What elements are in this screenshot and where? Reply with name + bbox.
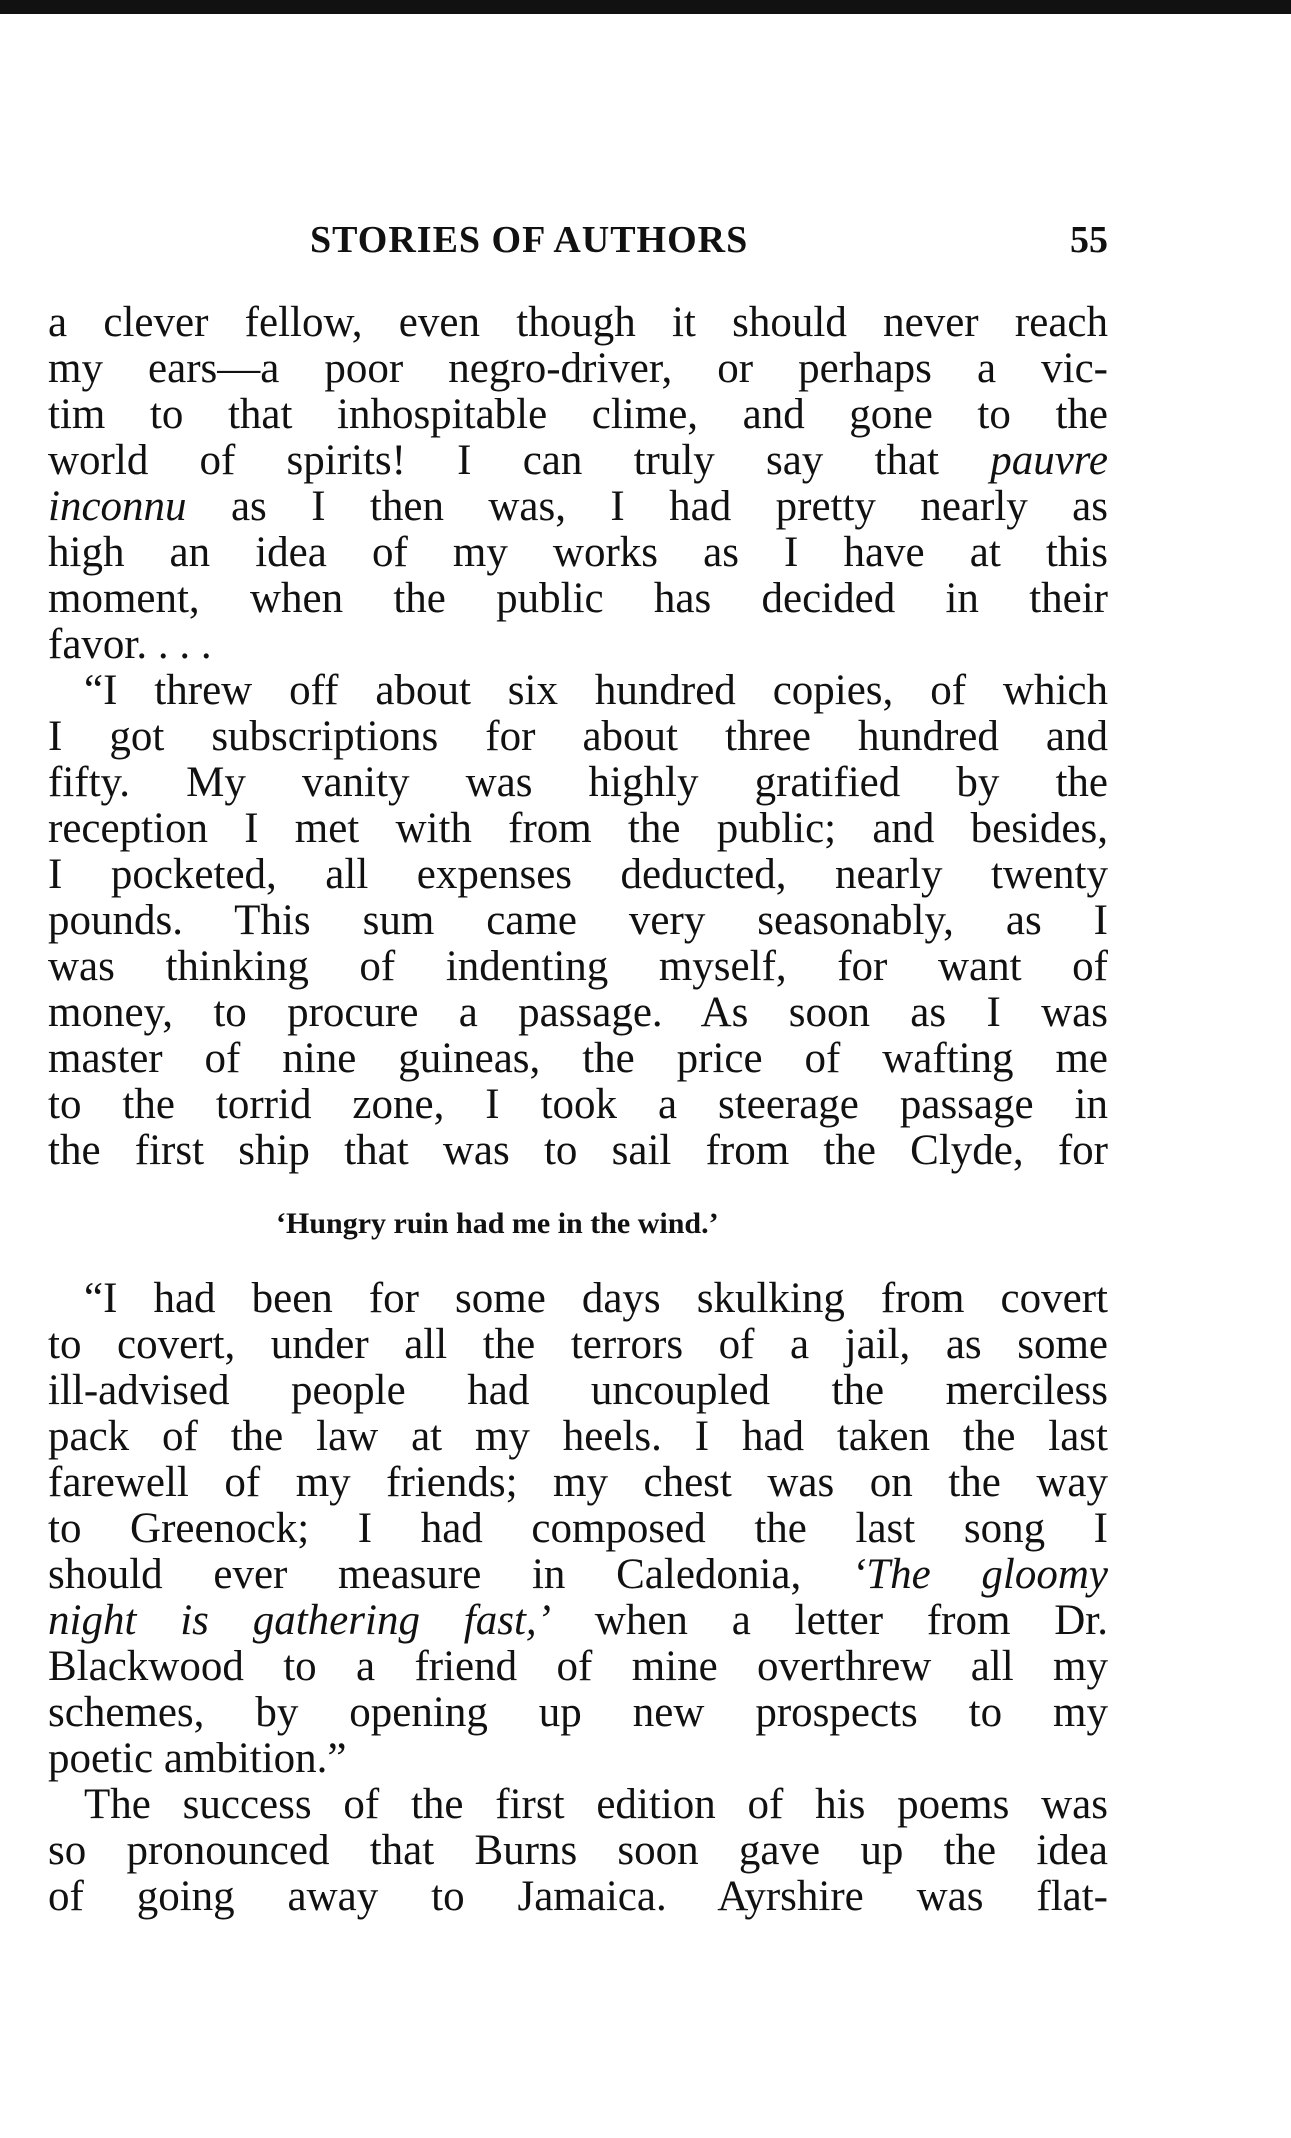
text-line: poetic ambition.” (48, 1736, 347, 1782)
text-line: “I threw off about six hundred copies, of which (84, 668, 1108, 714)
text-line: tim to that inhospitable clime, and gone to the (48, 392, 1108, 438)
quoted-verse: ‘Hungry ruin had me in the wind.’ (276, 1207, 719, 1240)
italic-phrase: ‘The gloomy (851, 1552, 1108, 1598)
text-line (48, 1552, 1108, 1598)
body-text-lower (48, 1276, 1108, 1920)
italic-phrase: inconnu (48, 484, 187, 530)
text-line: the first ship that was to sail from the Clyde, for (48, 1128, 1108, 1174)
text-line: The success of the first edition of his poems was (84, 1782, 1108, 1828)
text-line: a clever fellow, even though it should never reach (48, 300, 1108, 346)
text-line (48, 438, 1108, 484)
text-line: favor. . . . (48, 622, 212, 668)
text-line (48, 484, 1108, 530)
text-segment: when a letter from Dr. (594, 1598, 1108, 1644)
text-line: fifty. My vanity was highly gratified by the (48, 760, 1108, 806)
text-segment: world of spirits! I can truly say that (48, 438, 939, 484)
text-line: money, to procure a passage. As soon as I was (48, 990, 1108, 1036)
text-line: pounds. This sum came very seasonably, as I (48, 898, 1108, 944)
text-line: to the torrid zone, I took a steerage passage in (48, 1082, 1108, 1128)
text-line: of going away to Jamaica. Ayrshire was flat- (48, 1874, 1108, 1920)
text-line: Blackwood to a friend of mine overthrew all my (48, 1644, 1108, 1690)
text-line (48, 1598, 1108, 1644)
text-line: high an idea of my works as I have at this (48, 530, 1108, 576)
text-line: schemes, by opening up new prospects to my (48, 1690, 1108, 1736)
body-text-upper (48, 300, 1108, 1174)
text-line: I got subscriptions for about three hundred and (48, 714, 1108, 760)
text-segment: as I then was, I had pretty nearly as (230, 484, 1108, 530)
text-line: I pocketed, all expenses deducted, nearly twenty (48, 852, 1108, 898)
text-line: so pronounced that Burns soon gave up the idea (48, 1828, 1108, 1874)
running-head (300, 218, 1108, 270)
text-line: ill-advised people had uncoupled the merciless (48, 1368, 1108, 1414)
text-segment: should ever measure in Caledonia, (48, 1552, 802, 1598)
top-rule (0, 0, 1291, 14)
text-line: my ears—a poor negro-driver, or perhaps a vic- (48, 346, 1108, 392)
text-line: moment, when the public has decided in their (48, 576, 1108, 622)
text-line: to Greenock; I had composed the last song I (48, 1506, 1108, 1552)
text-line: pack of the law at my heels. I had taken the last (48, 1414, 1108, 1460)
text-line: “I had been for some days skulking from covert (84, 1276, 1108, 1322)
text-line: farewell of my friends; my chest was on the way (48, 1460, 1108, 1506)
text-line: master of nine guineas, the price of wafting me (48, 1036, 1108, 1082)
italic-phrase: pauvre (990, 438, 1108, 484)
page-number: 55 (1070, 219, 1108, 261)
running-title: STORIES OF AUTHORS (310, 219, 749, 261)
italic-phrase: night is gathering fast,’ (48, 1598, 551, 1644)
text-line: to covert, under all the terrors of a jail, as some (48, 1322, 1108, 1368)
text-line: was thinking of indenting myself, for want of (48, 944, 1108, 990)
text-line: reception I met with from the public; and besides, (48, 806, 1108, 852)
